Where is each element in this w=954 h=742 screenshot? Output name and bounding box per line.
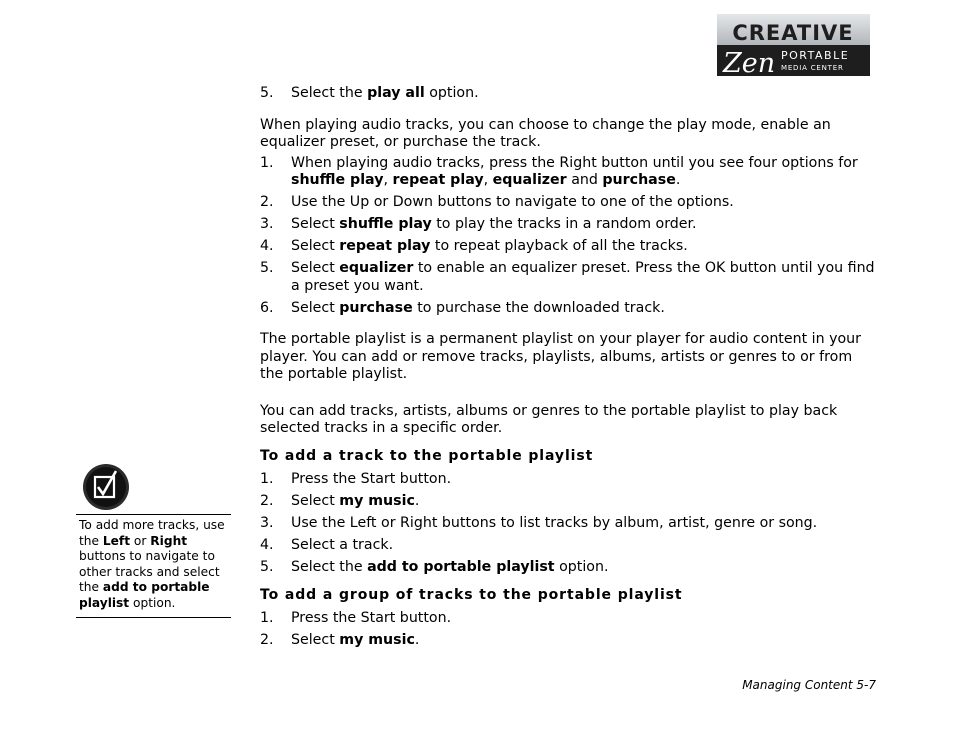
main-content: [260, 85, 875, 654]
logo-brand: CREATIVE: [732, 21, 854, 45]
checkmark-note-icon: [82, 463, 130, 511]
list-item: 6. Select purchase to purchase the downloaded track.: [260, 299, 665, 316]
paragraph-portable: The portable playlist is a permanent playlist on your player for audio content in your player. You can add or remove tracks, playlists, albums, artists or genres to or from the portable playlist.: [260, 331, 862, 382]
list-item: 2. Select my music.: [260, 493, 420, 509]
list-item: 5. Select the play all option.: [260, 85, 479, 101]
paragraph-playmode: When playing audio tracks, you can choose to change the play mode, enable an equalizer preset, or purchase the track.: [260, 116, 831, 150]
list-item: 4. Select repeat play to repeat playback of all the tracks.: [260, 238, 688, 254]
note-divider-top: [76, 514, 231, 515]
list-item: 1. When playing audio tracks, press the Right button until you see four options for shuffle play, repeat play, equalizer and purchase.: [260, 154, 858, 188]
heading-add-group: To add a group of tracks to the portable playlist: [260, 586, 683, 603]
playmode-steps: [260, 155, 875, 318]
list-item: 1. Press the Start button.: [260, 471, 452, 487]
logo-line1: PORTABLE: [781, 49, 850, 62]
list-item: 5. Select the add to portable playlist option.: [260, 559, 609, 575]
creative-zen-logo: [717, 14, 870, 76]
paragraph-add: You can add tracks, artists, albums or genres to the portable playlist to play back selected tracks in a specific order.: [260, 402, 838, 436]
list-item: 3. Select shuffle play to play the tracks in a random order.: [260, 216, 697, 232]
list-item: 1. Press the Start button.: [260, 610, 452, 626]
logo-line2: MEDIA CENTER: [781, 64, 844, 72]
list-item: 2. Select my music.: [260, 632, 420, 648]
heading-add-track: To add a track to the portable playlist: [260, 447, 594, 464]
group-steps: [260, 610, 875, 650]
list-item: 3. Use the Left or Right buttons to list tracks by album, artist, genre or song.: [260, 515, 818, 531]
list-item: 4. Select a track.: [260, 537, 394, 553]
page-footer: Managing Content 5-7: [742, 678, 876, 692]
note-text: To add more tracks, use the Left or Right buttons to navigate to other tracks and select the add to portable playlist option.: [79, 518, 225, 610]
track-steps: [260, 471, 875, 577]
list-item: 5. Select equalizer to enable an equalizer preset. Press the OK button until you find a preset you want.: [260, 260, 875, 294]
note-divider-bottom: [76, 617, 231, 618]
logo-product: Zen: [723, 48, 776, 76]
list-item: 2. Use the Up or Down buttons to navigate to one of the options.: [260, 194, 734, 210]
